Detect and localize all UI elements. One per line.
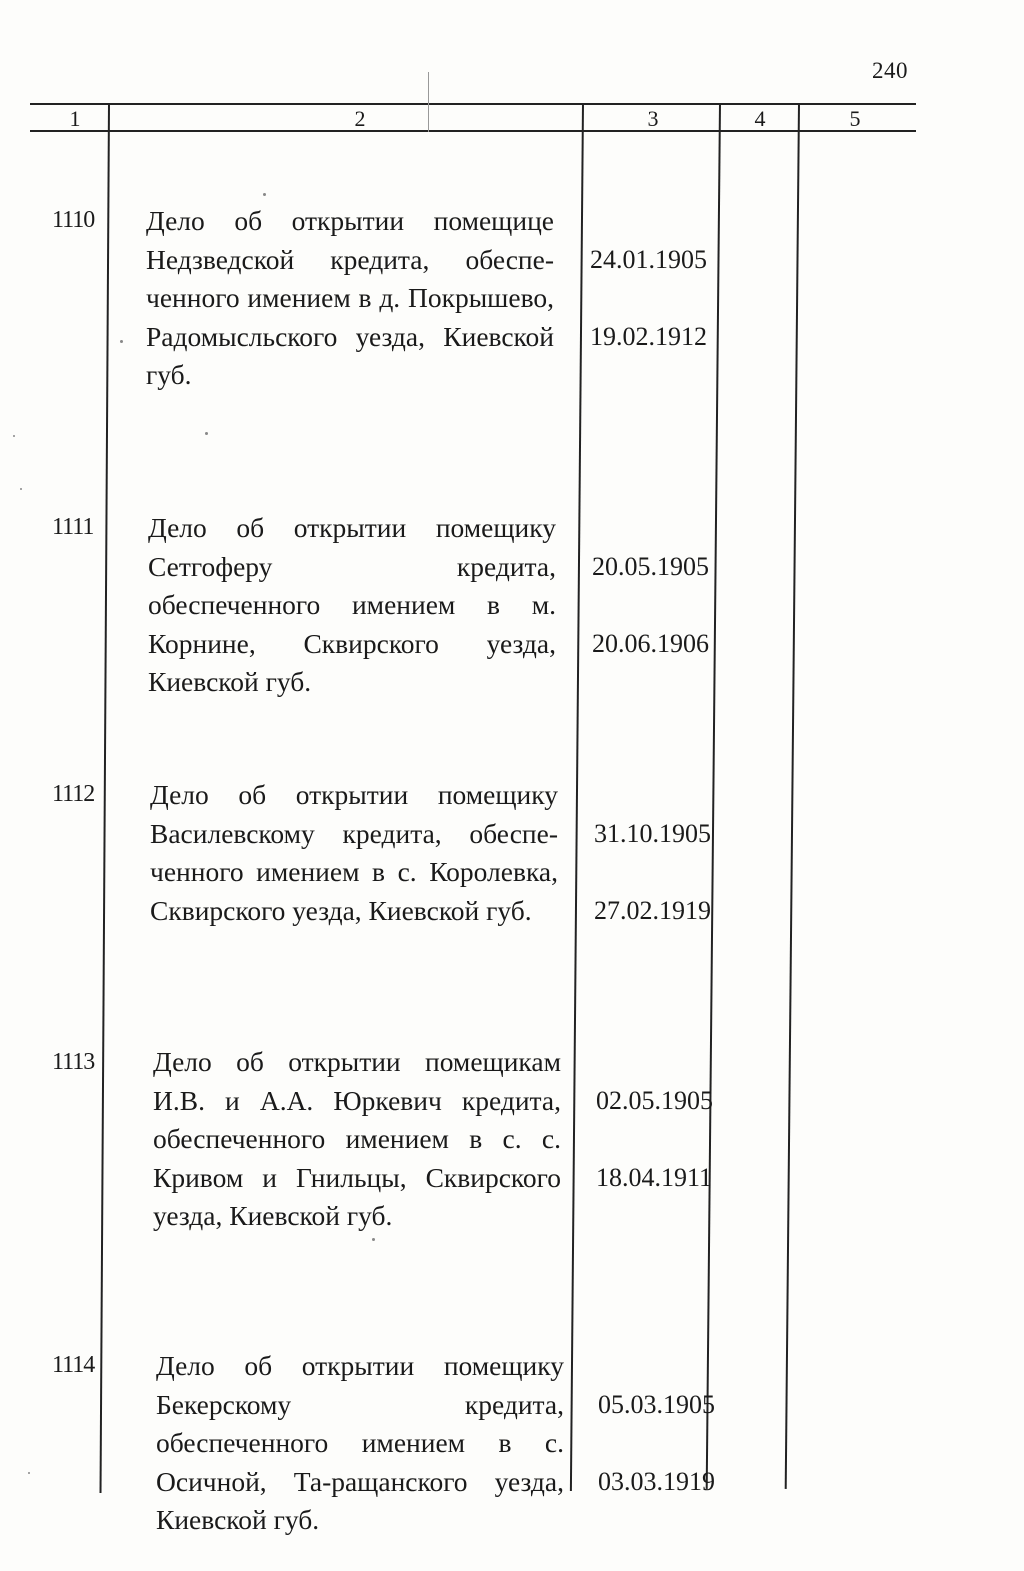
entry-date-end: 27.02.1919 (594, 895, 711, 925)
entry-description: Дело об открытии помещикам И.В. и А.А. Юркевич кредита, обеспеченного имением в с. с. Кривом и Гнильцы, Сквирского уезда, Киевской губ. (153, 1046, 561, 1231)
scan-speck (428, 72, 429, 132)
entry-dates (596, 1043, 713, 1236)
entry-description: Дело об открытии помещику Бекерскому кредита, обеспеченного имением в с. Осичной, Та-ращанского уезда, Киевской губ. (156, 1350, 564, 1535)
entry-number: 1110 (52, 207, 95, 233)
scan-speck (372, 1238, 375, 1241)
entry-number: 1111 (52, 514, 94, 540)
entry-description: Дело об открытии помещику Василевскому кредита, обеспе-ченного имением в с. Королевка, Сквирского уезда, Киевской губ. (150, 779, 558, 926)
entry-date-start: 31.10.1905 (594, 818, 711, 848)
entry-number: 1112 (52, 781, 95, 807)
entry-dates (590, 202, 707, 395)
column-divider-2 (570, 103, 584, 1491)
page-number: 240 (872, 58, 908, 83)
entry-date-start: 05.03.1905 (598, 1389, 715, 1419)
header-bottom-rule (30, 130, 916, 132)
entry-number: 1113 (52, 1049, 95, 1075)
scan-speck (263, 193, 266, 196)
column-divider-1 (100, 103, 110, 1493)
entry-date-start: 24.01.1905 (590, 244, 707, 274)
entry-date-end: 19.02.1912 (590, 321, 707, 351)
scan-speck (205, 432, 208, 435)
scan-speck (20, 488, 22, 490)
column-header-4: 4 (754, 106, 766, 131)
column-header-1: 1 (69, 106, 81, 131)
entry-dates (598, 1347, 715, 1540)
scan-speck (13, 435, 15, 437)
entry-dates (594, 776, 711, 969)
entry-description: Дело об открытии помещику Сетгоферу кредита, обеспеченного имением в м. Корнине, Сквирского уезда, Киевской губ. (148, 512, 556, 697)
column-divider-4 (785, 103, 800, 1489)
header-top-rule (30, 103, 916, 105)
scan-speck (120, 340, 123, 343)
entry-date-start: 20.05.1905 (592, 551, 709, 581)
entry-number: 1114 (52, 1352, 95, 1378)
scan-speck (28, 1472, 30, 1474)
entry-date-end: 20.06.1906 (592, 628, 709, 658)
entry-date-end: 03.03.1919 (598, 1466, 715, 1496)
entry-dates (592, 509, 709, 702)
entry-date-start: 02.05.1905 (596, 1085, 713, 1115)
column-header-5: 5 (849, 106, 861, 131)
entry-description: Дело об открытии помещице Недзведской кредита, обеспе-ченного имением в д. Покрышево, Радомысльского уезда, Киевской губ. (146, 205, 554, 390)
column-header-2: 2 (354, 106, 366, 131)
entry-date-end: 18.04.1911 (596, 1162, 713, 1192)
column-header-3: 3 (647, 106, 659, 131)
